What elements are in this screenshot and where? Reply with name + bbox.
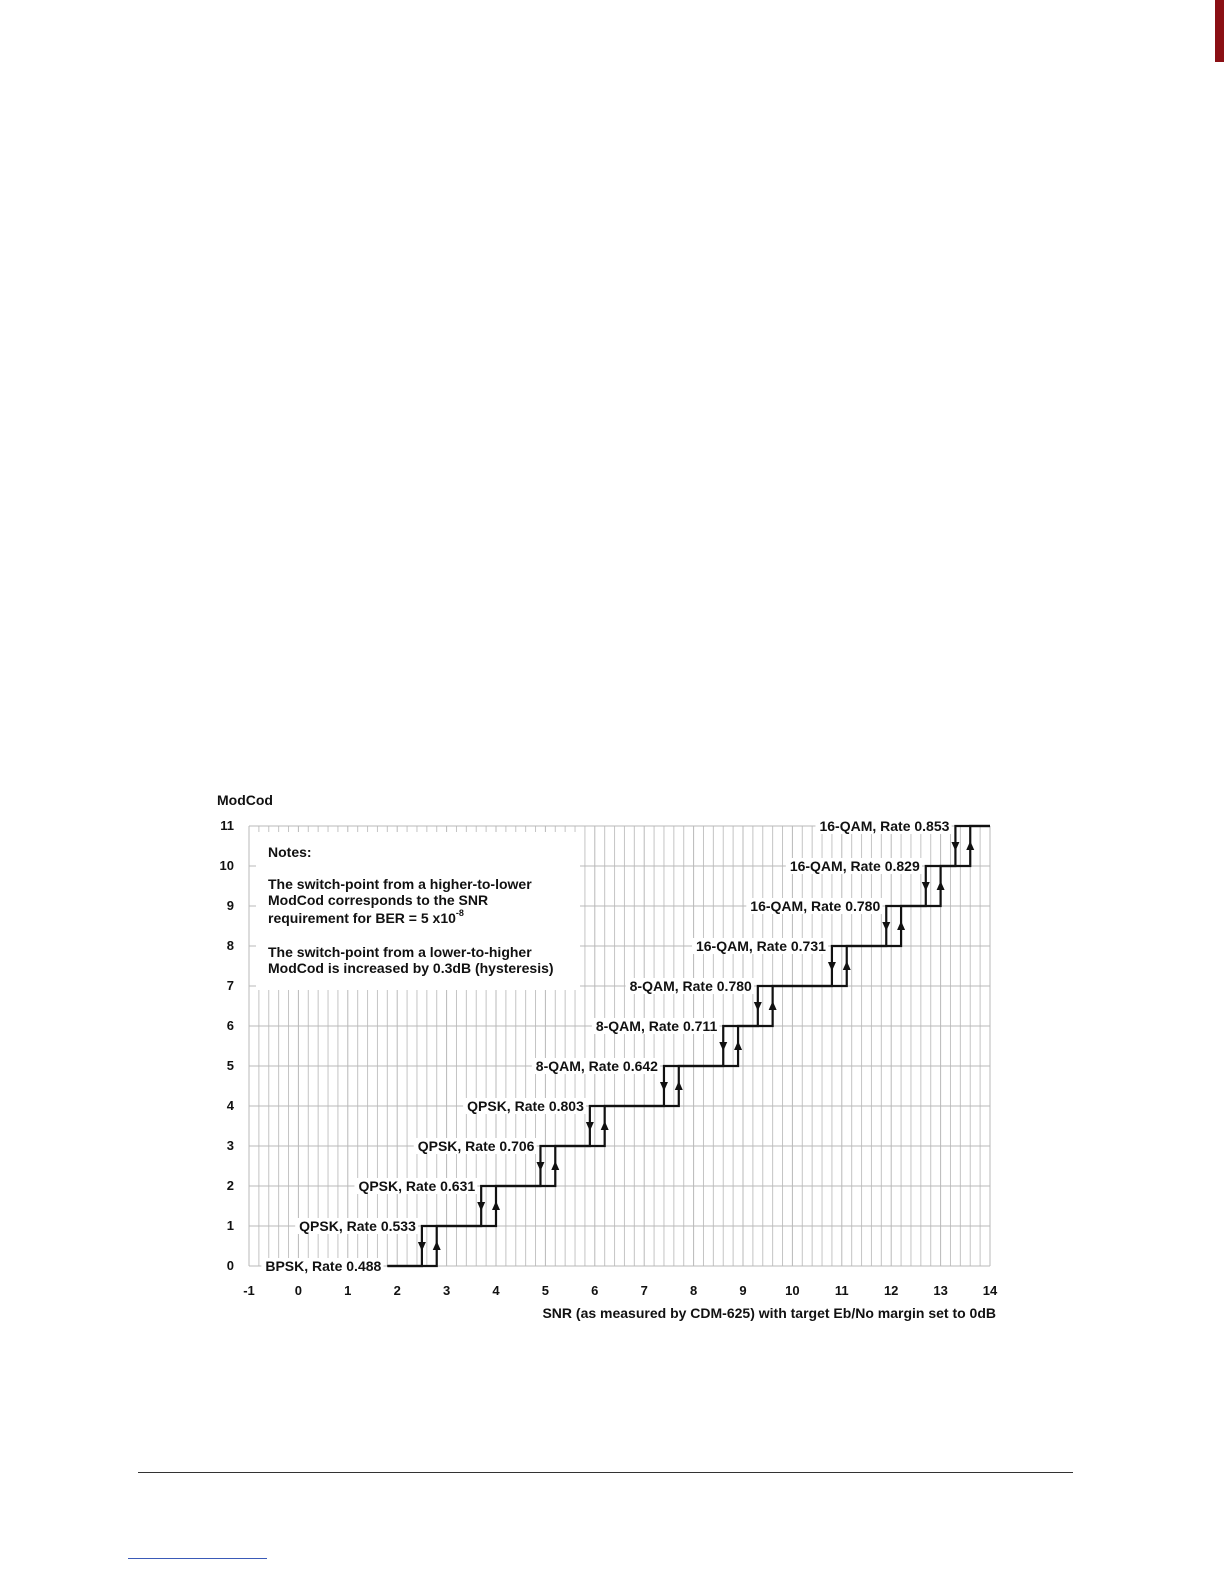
y-tick-label: 10 [219,858,234,873]
up-arrow [843,961,851,970]
y-tick-label: 2 [226,1178,234,1193]
notes-box [256,832,580,990]
down-arrow [586,1122,594,1131]
step-label: QPSK, Rate 0.533 [299,1218,416,1234]
y-tick-label: 3 [226,1138,234,1153]
step-label: 16-QAM, Rate 0.780 [750,898,881,914]
x-tick-label: 0 [294,1283,303,1298]
down-arrow [418,1242,426,1251]
down-arrow [477,1202,485,1211]
y-axis-title: ModCod [217,792,273,808]
step-label: QPSK, Rate 0.706 [417,1138,535,1154]
up-arrow [492,1201,500,1210]
step-label: 8-QAM, Rate 0.780 [629,978,752,994]
up-arrow [897,921,905,930]
x-tick-label: -1 [243,1283,255,1298]
footer-divider [138,1472,1073,1473]
step-label: 16-QAM, Rate 0.853 [819,818,950,834]
x-tick-label: 12 [883,1283,899,1298]
step-label: QPSK, Rate 0.631 [358,1178,476,1194]
x-tick-label: 9 [739,1283,747,1298]
notes-line-2: ModCod corresponds to the SNR [268,892,489,908]
x-tick-label: 3 [442,1283,451,1298]
notes-line-3-exponent: -8 [455,908,464,918]
x-tick-label: 7 [640,1283,648,1298]
x-tick-label: 14 [982,1283,998,1298]
down-arrow [660,1082,668,1091]
notes-line-3-text: requirement for BER = 5 x10 [268,910,456,926]
step-label: QPSK, Rate 0.803 [467,1098,584,1114]
y-tick-label: 1 [226,1218,234,1233]
up-arrow [675,1081,683,1090]
up-arrow [551,1161,559,1170]
up-arrow [769,1001,777,1010]
down-arrow [828,962,836,971]
x-tick-label: 4 [492,1283,500,1298]
down-arrow [882,922,890,931]
y-tick-label: 7 [226,978,234,993]
notes-line-3 [268,908,464,926]
step-label: 16-QAM, Rate 0.829 [789,858,920,874]
y-tick-label: 8 [226,938,234,953]
up-arrow [734,1041,742,1050]
notes-line-4: The switch-point from a lower-to-higher [268,944,532,960]
x-tick-label: 8 [689,1283,698,1298]
notes-heading: Notes: [268,844,312,860]
x-tick-label: 6 [591,1283,599,1298]
notes-line-5: ModCod is increased by 0.3dB (hysteresis) [268,960,554,976]
up-arrow [433,1241,441,1250]
x-tick-label: 1 [344,1283,352,1298]
up-arrow [966,841,974,850]
x-axis-title: SNR (as measured by CDM-625) with target Eb/No margin set to 0dB [542,1305,996,1321]
y-tick-label: 0 [226,1258,234,1273]
y-tick-label: 4 [226,1098,234,1113]
x-tick-label: 11 [834,1283,849,1298]
step-label: 16-QAM, Rate 0.731 [695,938,826,954]
step-label: BPSK, Rate 0.488 [265,1258,382,1274]
x-tick-label: 13 [933,1283,948,1298]
down-arrow [922,882,930,891]
step-label: 8-QAM, Rate 0.642 [535,1058,658,1074]
step-label: 8-QAM, Rate 0.711 [595,1018,718,1034]
x-tick-label: 2 [393,1283,401,1298]
down-arrow [536,1162,544,1171]
x-tick-label: 5 [541,1283,550,1298]
down-arrow [754,1002,762,1011]
up-arrow [601,1121,609,1130]
down-arrow [719,1042,727,1051]
x-tick-label: 10 [785,1283,800,1298]
down-arrow [951,842,959,851]
y-tick-label: 6 [226,1018,234,1033]
y-tick-label: 9 [226,898,234,913]
y-tick-label: 11 [220,818,234,833]
up-arrow [937,881,945,890]
footer-link-underline [128,1558,267,1559]
notes-line-1: The switch-point from a higher-to-lower [268,876,532,892]
y-tick-label: 5 [226,1058,234,1073]
